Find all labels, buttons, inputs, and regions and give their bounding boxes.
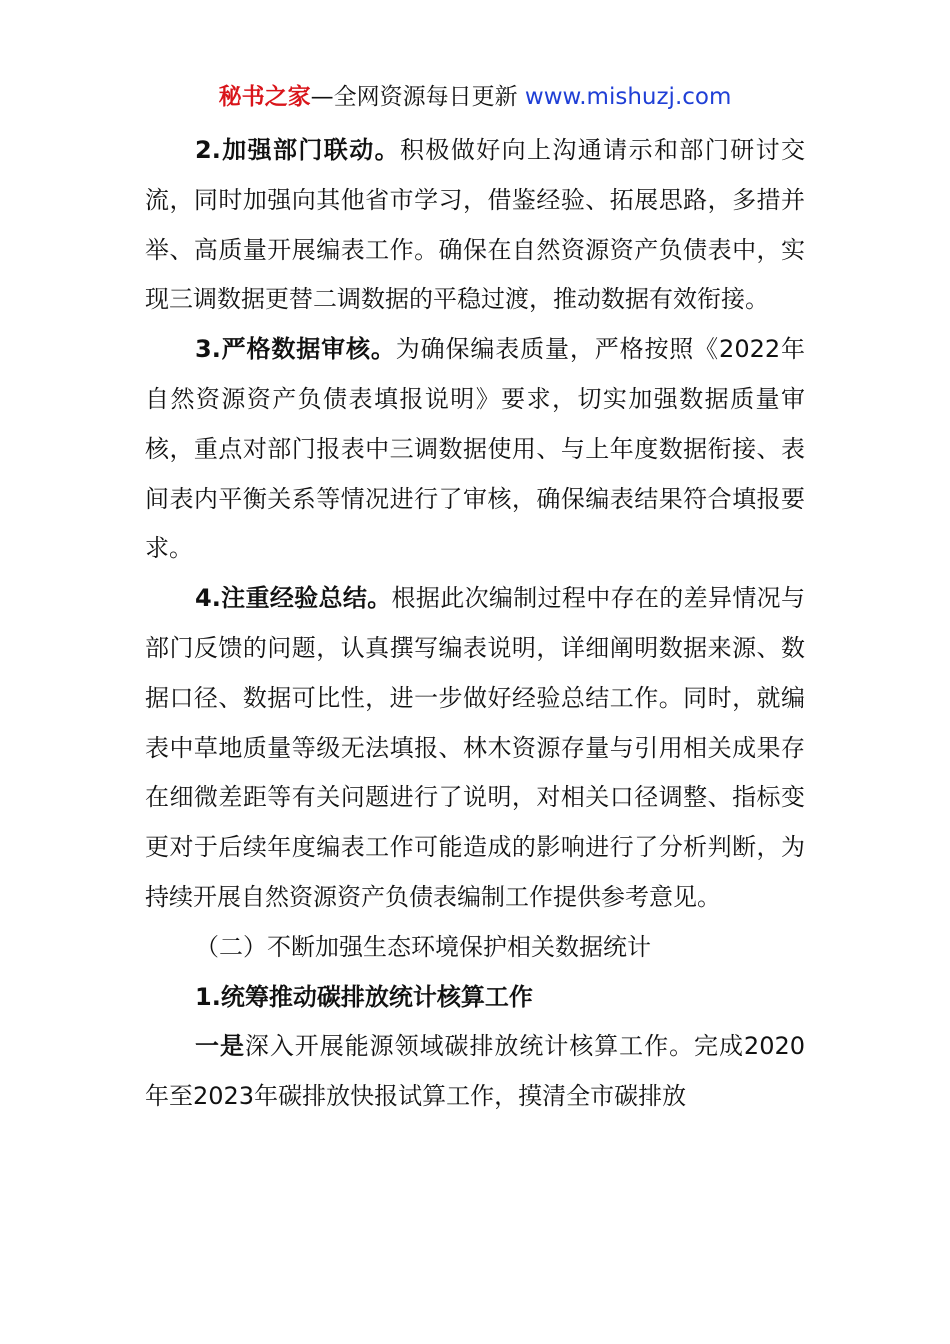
paragraph-text: 深入开展能源领域碳排放统计核算工作。完成2020年至2023年碳排放快报试算工作，摸清全市碳排放	[145, 1032, 806, 1111]
site-header	[0, 80, 950, 114]
paragraph-heading: 3.严格数据审核。	[195, 335, 396, 364]
paragraph-heading: 4.注重经验总结。	[195, 584, 392, 613]
paragraph-text: 为确保编表质量，严格按照《2022年自然资源资产负债表填报说明》要求，切实加强数据质量审核，重点对部门报表中三调数据使用、与上年度数据衔接、表间表内平衡关系等情况进行了审核，确保编表结果符合填报要求。	[145, 335, 805, 563]
paragraph-strengthen-linkage	[145, 126, 805, 325]
section-heading-text: （二）不断加强生态环境保护相关数据统计	[195, 932, 651, 961]
paragraph-experience-summary	[145, 574, 805, 923]
paragraph-carbon-first	[145, 1022, 805, 1122]
section-heading-ecology-stats	[145, 923, 805, 973]
paragraph-heading: 一是	[195, 1032, 245, 1061]
site-url-link[interactable]: www.mishuzj.com	[524, 84, 732, 110]
subsection-heading-carbon	[145, 973, 805, 1023]
document-body	[145, 126, 805, 1122]
paragraph-text: 积极做好向上沟通请示和部门研讨交流，同时加强向其他省市学习，借鉴经验、拓展思路，多措并举、高质量开展编表工作。确保在自然资源资产负债表中，实现三调数据更替二调数据的平稳过渡，推动数据有效衔接。	[145, 136, 805, 314]
site-slogan: —全网资源每日更新	[310, 84, 518, 110]
paragraph-text: 根据此次编制过程中存在的差异情况与部门反馈的问题，认真撰写编表说明，详细阐明数据来源、数据口径、数据可比性，进一步做好经验总结工作。同时，就编表中草地质量等级无法填报、林木资源存量与引用相关成果存在细微差距等有关问题进行了说明，对相关口径调整、指标变更对于后续年度编表工作可能造成的影响进行了分析判断，为持续开展自然资源资产负债表编制工作提供参考意见。	[145, 584, 805, 911]
paragraph-data-review	[145, 325, 805, 574]
site-brand: 秘书之家	[218, 84, 311, 110]
subsection-heading-text: 1.统筹推动碳排放统计核算工作	[195, 982, 533, 1011]
paragraph-heading: 2.加强部门联动。	[195, 136, 401, 164]
